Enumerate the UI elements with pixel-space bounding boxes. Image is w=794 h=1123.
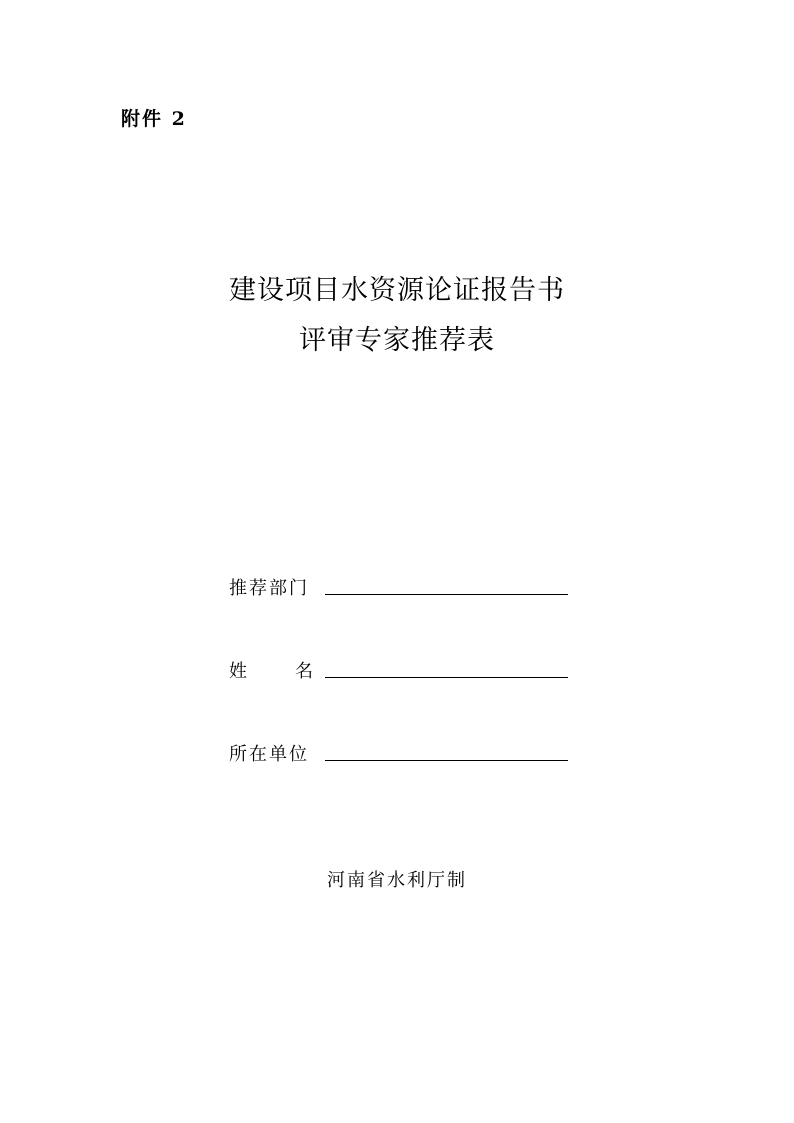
- name-label-char-1: 姓: [229, 661, 247, 682]
- document-title: 建设项目水资源论证报告书: [229, 275, 565, 306]
- name-label: [229, 657, 313, 683]
- organization-field: [229, 740, 574, 770]
- organization-label: 所在单位: [229, 744, 309, 765]
- issuer-text: 河南省水利厅制: [327, 870, 467, 891]
- recommending-dept-line[interactable]: [325, 594, 568, 595]
- recommending-dept-field: [229, 574, 574, 604]
- attachment-label: 附件 2: [121, 108, 187, 130]
- organization-line[interactable]: [325, 760, 568, 761]
- recommending-dept-label: 推荐部门: [229, 578, 309, 599]
- name-field: [229, 657, 574, 687]
- name-line[interactable]: [325, 677, 568, 678]
- document-subtitle: 评审专家推荐表: [299, 325, 495, 356]
- name-label-char-2: 名: [295, 661, 313, 682]
